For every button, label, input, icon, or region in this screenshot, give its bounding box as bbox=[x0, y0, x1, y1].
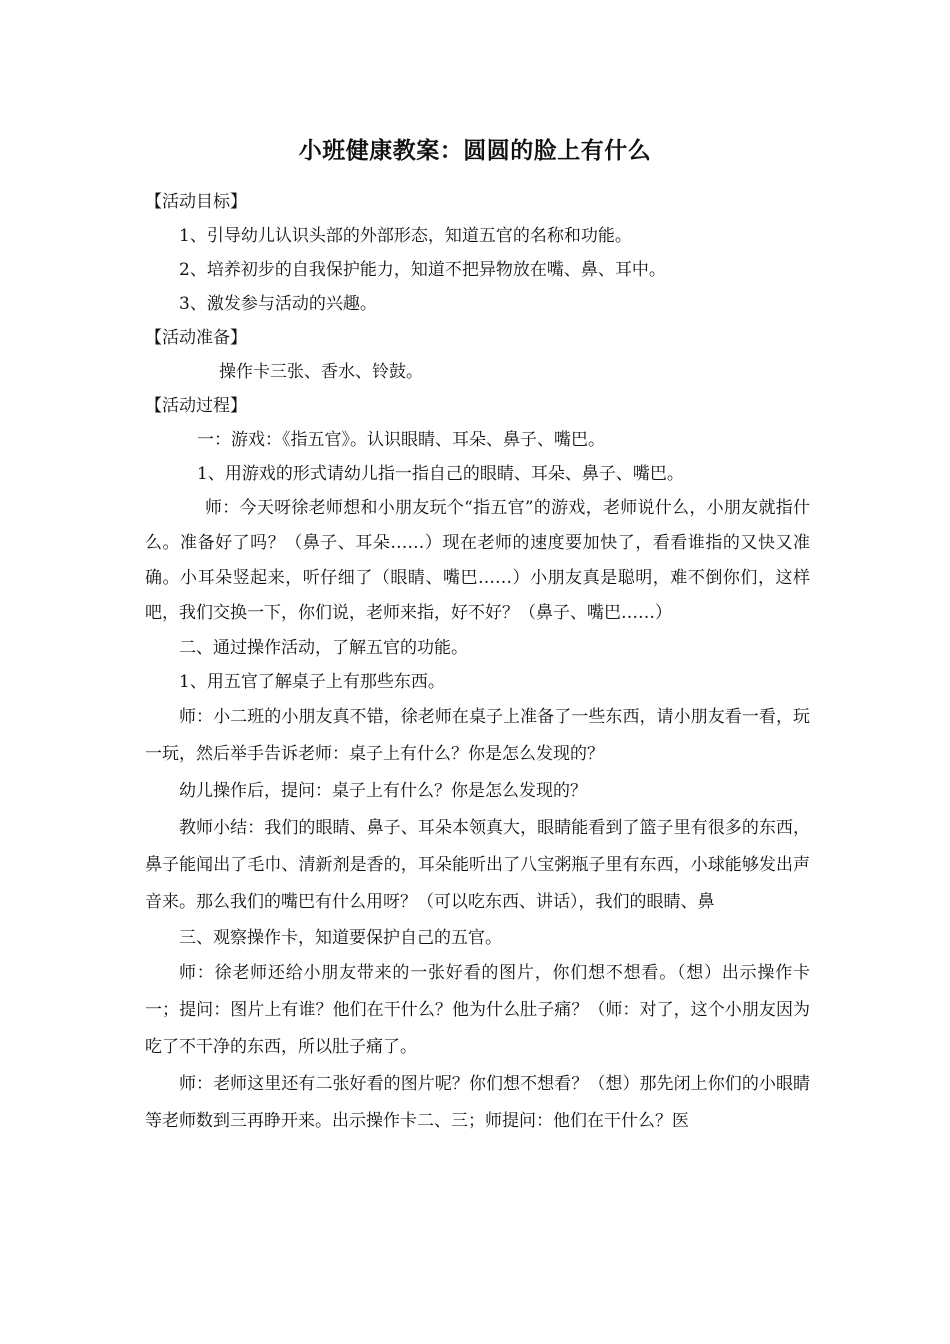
goal-item-1: 1、引导幼儿认识头部的外部形态，知道五官的名称和功能。 bbox=[179, 226, 632, 246]
step2-paragraph-2: 幼儿操作后，提问：桌子上有什么？你是怎么发现的？ bbox=[179, 781, 587, 801]
step3-title: 三、观察操作卡，知道要保护自己的五官。 bbox=[179, 928, 502, 948]
step2-paragraph-3: 教师小结：我们的眼睛、鼻子、耳朵本领真大，眼睛能看到了篮子里有很多的东西，鼻子能闻出了毛巾、清新剂是香的，耳朵能听出了八宝粥瓶子里有东西，小球能够发出声音来。那么我们的嘴巴有什么用呀？（可以吃东西、讲话），我们的眼睛、鼻 bbox=[145, 818, 810, 912]
step1-subtitle: 1、用游戏的形式请幼儿指一指自己的眼睛、耳朵、鼻子、嘴巴。 bbox=[197, 464, 684, 484]
goals-heading: 【活动目标】 bbox=[145, 192, 247, 212]
step1-paragraph: 师：今天呀徐老师想和小朋友玩个“指五官”的游戏，老师说什么，小朋友就指什么。准备好了吗？（鼻子、耳朵……）现在老师的速度要加快了，看看谁指的又快又准确。小耳朵竖起来，听仔细了（眼睛、嘴巴……）小朋友真是聪明，难不倒你们，这样吧，我们交换一下，你们说，老师来指，好不好？（鼻子、嘴巴……） bbox=[145, 498, 810, 623]
step2-title: 二、通过操作活动，了解五官的功能。 bbox=[179, 638, 468, 658]
process-heading: 【活动过程】 bbox=[145, 396, 247, 416]
prep-heading: 【活动准备】 bbox=[145, 328, 247, 348]
step2-paragraph-1: 师：小二班的小朋友真不错，徐老师在桌子上准备了一些东西，请小朋友看一看，玩一玩，然后举手告诉老师：桌子上有什么？你是怎么发现的？ bbox=[145, 707, 810, 764]
step1-title: 一：游戏：《指五官》。认识眼睛、耳朵、鼻子、嘴巴。 bbox=[197, 430, 605, 450]
document-title: 小班健康教案：圆圆的脸上有什么 bbox=[298, 138, 652, 164]
prep-text: 操作卡三张、香水、铃鼓。 bbox=[219, 362, 423, 382]
goal-item-3: 3、激发参与活动的兴趣。 bbox=[179, 294, 377, 314]
document-body bbox=[145, 185, 810, 1140]
step2-subtitle: 1、用五官了解桌子上有那些东西。 bbox=[179, 672, 445, 692]
goal-item-2: 2、培养初步的自我保护能力，知道不把异物放在嘴、鼻、耳中。 bbox=[179, 260, 666, 280]
step3-paragraph-1: 师：徐老师还给小朋友带来的一张好看的图片，你们想不想看。（想）出示操作卡一；提问：图片上有谁？他们在干什么？他为什么肚子痛？（师：对了，这个小朋友因为吃了不干净的东西，所以肚子痛了。 bbox=[145, 963, 810, 1057]
step3-paragraph-2: 师：老师这里还有二张好看的图片呢？你们想不想看？（想）那先闭上你们的小眼睛等老师数到三再睁开来。出示操作卡二、三；师提问：他们在干什么？医 bbox=[145, 1074, 810, 1131]
